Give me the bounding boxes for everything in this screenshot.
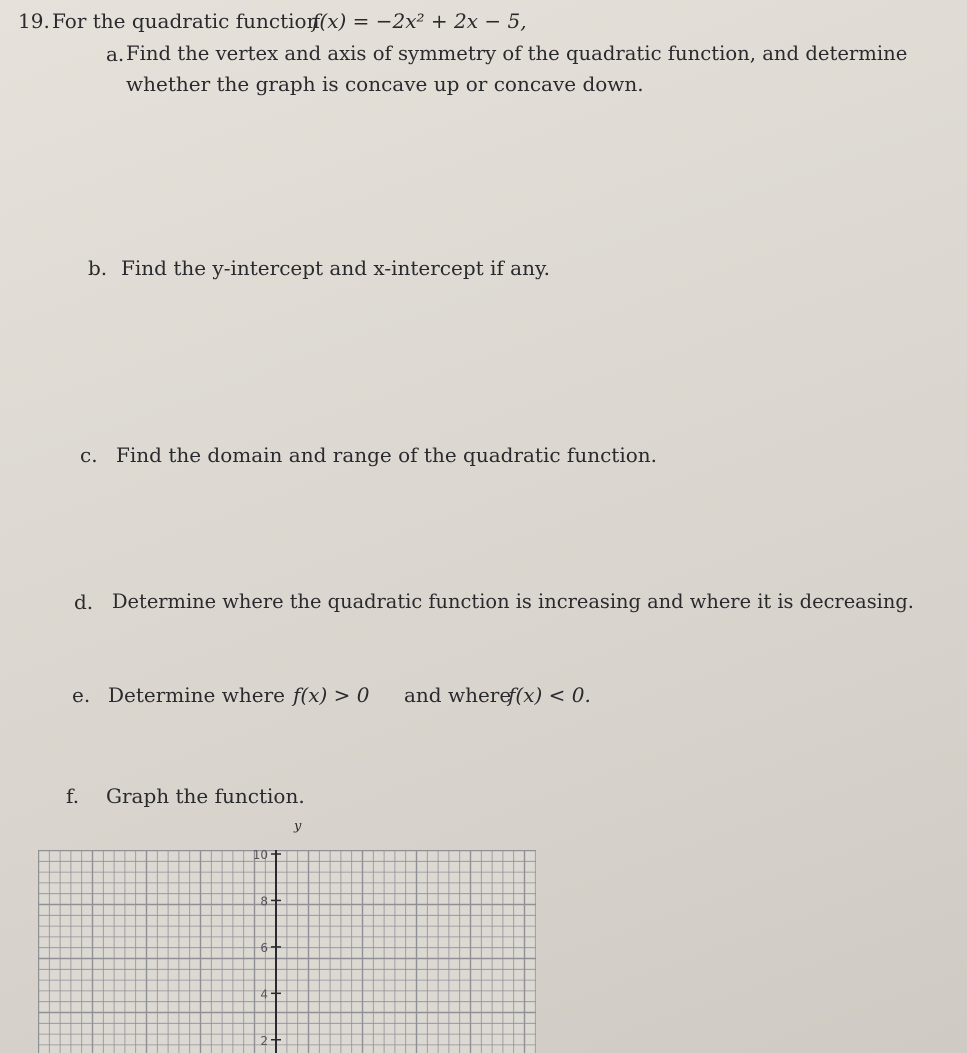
part-b-label: b.: [88, 256, 108, 280]
part-d-text: Determine where the quadratic function is increasing and where it is decreasing.: [112, 590, 914, 613]
part-f-label: f.: [66, 784, 80, 808]
grid-lines: [38, 850, 536, 1053]
part-d-label: d.: [74, 590, 94, 614]
y-tick-label: 10: [252, 850, 268, 862]
y-tick-label: 2: [260, 1033, 268, 1048]
part-f-text: Graph the function.: [106, 784, 305, 808]
part-a-text-continued: whether the graph is concave up or concave down.: [126, 72, 644, 96]
part-e-expr-less: f(x) < 0.: [508, 683, 591, 707]
part-e-expr-greater: f(x) > 0: [293, 683, 370, 707]
question-number: 19.: [18, 9, 50, 33]
y-tick-label: 6: [260, 940, 268, 955]
coordinate-grid[interactable]: [38, 850, 536, 1053]
part-c-text: Find the domain and range of the quadratic function.: [116, 443, 657, 467]
y-tick-label: 8: [260, 894, 268, 909]
y-tick-label: 4: [260, 987, 268, 1002]
part-e-label: e.: [72, 683, 91, 707]
question-intro: For the quadratic function: [52, 9, 320, 33]
part-e-text-start: Determine where: [108, 683, 285, 707]
part-a-label: a.: [106, 42, 125, 66]
part-b-text: Find the y-intercept and x-intercept if any.: [121, 256, 550, 280]
part-e-text-mid: and where: [404, 683, 512, 707]
graph-area[interactable]: [38, 850, 536, 1053]
function-expression: f(x) = −2x² + 2x − 5,: [312, 9, 527, 33]
y-axis-label: y: [294, 819, 302, 834]
part-c-label: c.: [80, 443, 98, 467]
part-a-text: Find the vertex and axis of symmetry of the quadratic function, and determine: [126, 42, 908, 65]
